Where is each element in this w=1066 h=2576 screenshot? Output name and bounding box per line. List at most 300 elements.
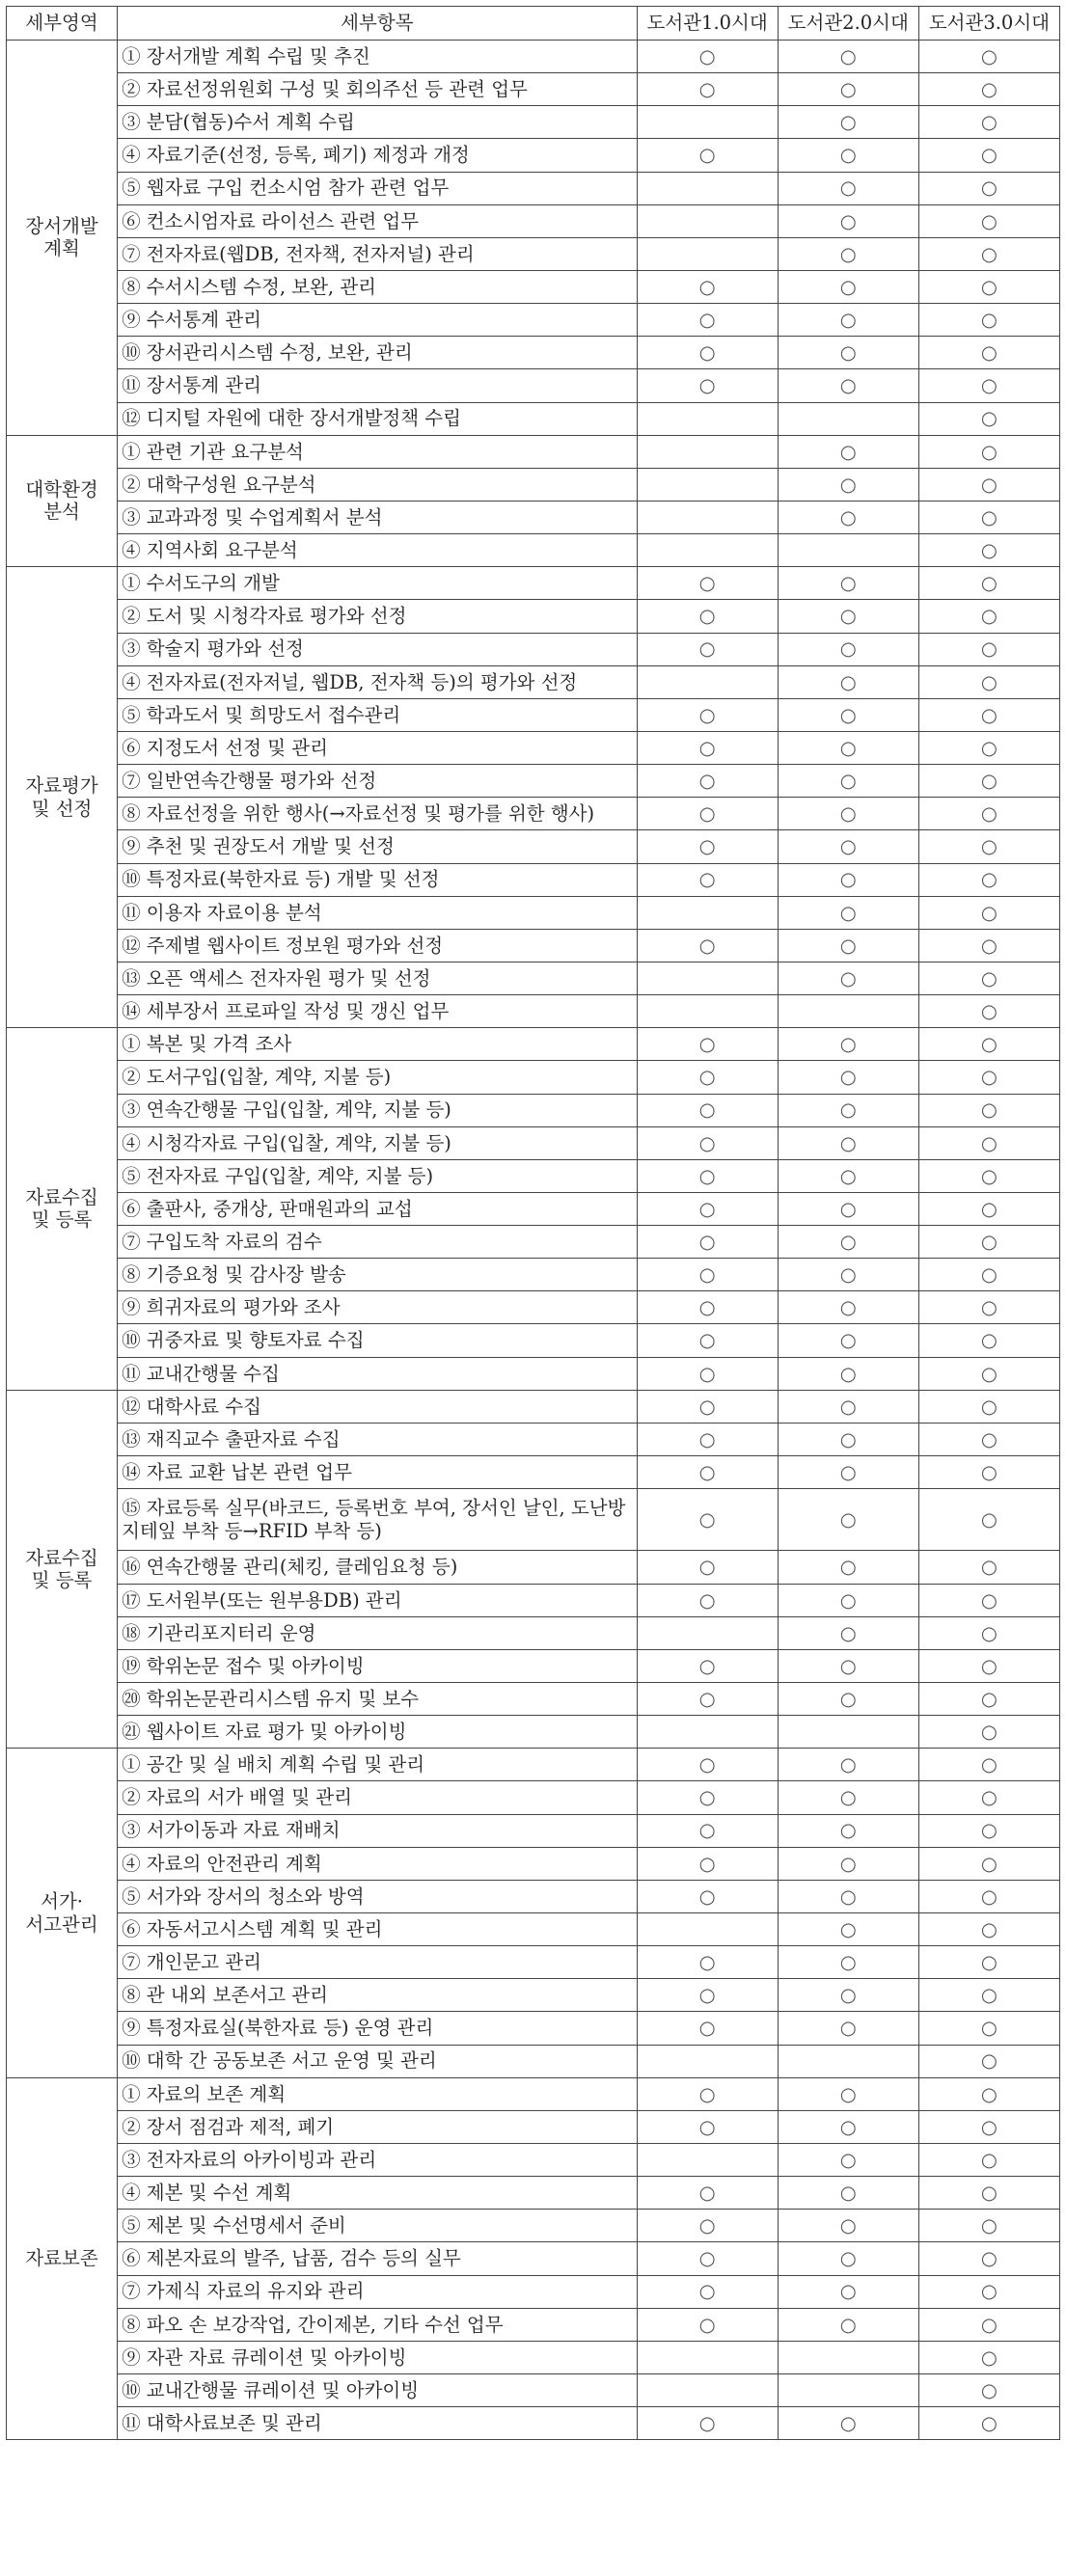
lib3-mark-cell: ○ (918, 2275, 1059, 2308)
item-cell: ⑨ 수서통계 관리 (118, 304, 637, 337)
area-cell: 서가· 서고관리 (7, 1749, 118, 2077)
lib2-mark-cell (778, 534, 918, 567)
lib2-mark-cell: ○ (778, 172, 918, 204)
lib3-mark-cell: ○ (918, 1423, 1059, 1455)
lib3-mark-cell: ○ (918, 468, 1059, 501)
header-row (7, 7, 1060, 41)
lib3-mark-cell: ○ (918, 41, 1059, 73)
lib2-mark-cell: ○ (778, 1192, 918, 1225)
lib1-mark-cell (637, 1913, 778, 1946)
table-row (7, 1259, 1060, 1291)
table-row (7, 1489, 1060, 1551)
lib2-mark-cell (778, 995, 918, 1028)
lib3-mark-cell: ○ (918, 2210, 1059, 2242)
lib3-mark-cell: ○ (918, 567, 1059, 600)
lib2-mark-cell: ○ (778, 1324, 918, 1357)
lib1-mark-cell: ○ (637, 337, 778, 369)
item-cell: ④ 전자자료(전자저널, 웹DB, 전자책 등)의 평가와 선정 (118, 665, 637, 698)
lib2-mark-cell: ○ (778, 798, 918, 830)
item-cell: ④ 자료기준(선정, 등록, 폐기) 제정과 개정 (118, 139, 637, 172)
lib2-mark-cell: ○ (778, 1584, 918, 1616)
item-cell: ① 자료의 보존 계획 (118, 2077, 637, 2110)
table-row (7, 1456, 1060, 1489)
lib2-mark-cell: ○ (778, 204, 918, 237)
area-cell: 자료평가 및 선정 (7, 567, 118, 1028)
item-cell: ⑩ 귀중자료 및 향토자료 수집 (118, 1324, 637, 1357)
lib2-mark-cell: ○ (778, 1259, 918, 1291)
lib3-mark-cell: ○ (918, 1649, 1059, 1682)
lib2-mark-cell: ○ (778, 1913, 918, 1946)
table-row (7, 501, 1060, 533)
lib3-mark-cell: ○ (918, 1159, 1059, 1192)
table-row (7, 2308, 1060, 2341)
table-row (7, 896, 1060, 929)
table-row (7, 402, 1060, 435)
lib3-mark-cell: ○ (918, 435, 1059, 468)
item-cell: ⑩ 교내간행물 큐레이션 및 아카이빙 (118, 2374, 637, 2407)
item-cell: ⑪ 대학사료보존 및 관리 (118, 2407, 637, 2440)
lib2-mark-cell: ○ (778, 896, 918, 929)
lib2-mark-cell: ○ (778, 2110, 918, 2143)
lib3-mark-cell: ○ (918, 1814, 1059, 1847)
lib1-mark-cell (637, 468, 778, 501)
lib1-mark-cell: ○ (637, 2210, 778, 2242)
item-cell: ⑫ 대학사료 수집 (118, 1390, 637, 1423)
lib3-mark-cell: ○ (918, 1259, 1059, 1291)
lib2-mark-cell: ○ (778, 304, 918, 337)
lib1-mark-cell: ○ (637, 1749, 778, 1781)
table-row (7, 1423, 1060, 1455)
lib2-mark-cell (778, 2341, 918, 2373)
lib1-mark-cell: ○ (637, 1291, 778, 1324)
lib1-mark-cell: ○ (637, 2012, 778, 2045)
lib3-mark-cell: ○ (918, 73, 1059, 106)
lib2-mark-cell: ○ (778, 731, 918, 764)
lib2-mark-cell: ○ (778, 962, 918, 994)
lib3-mark-cell: ○ (918, 1551, 1059, 1584)
lib1-mark-cell: ○ (637, 863, 778, 896)
lib1-mark-cell: ○ (637, 1324, 778, 1357)
lib3-mark-cell: ○ (918, 1061, 1059, 1094)
lib3-mark-cell: ○ (918, 929, 1059, 962)
lib1-mark-cell: ○ (637, 41, 778, 73)
item-cell: ④ 지역사회 요구분석 (118, 534, 637, 567)
item-cell: ⑧ 자료선정을 위한 행사(→자료선정 및 평가를 위한 행사) (118, 798, 637, 830)
lib1-mark-cell (637, 172, 778, 204)
lib3-mark-cell: ○ (918, 863, 1059, 896)
lib2-mark-cell: ○ (778, 1847, 918, 1880)
lib1-mark-cell (637, 435, 778, 468)
lib1-mark-cell (637, 534, 778, 567)
lib3-mark-cell: ○ (918, 1616, 1059, 1649)
table-row (7, 1781, 1060, 1814)
item-cell: ⑧ 파오 손 보강작업, 간이제본, 기타 수선 업무 (118, 2308, 637, 2341)
table-row (7, 2045, 1060, 2077)
lib2-mark-cell: ○ (778, 698, 918, 731)
lib1-mark-cell: ○ (637, 567, 778, 600)
lib1-mark-cell: ○ (637, 1126, 778, 1159)
item-cell: ⑤ 웹자료 구입 컨소시엄 참가 관련 업무 (118, 172, 637, 204)
item-cell: ㉑ 웹사이트 자료 평가 및 아카이빙 (118, 1716, 637, 1749)
lib1-mark-cell: ○ (637, 73, 778, 106)
item-cell: ④ 제본 및 수선 계획 (118, 2177, 637, 2210)
lib1-mark-cell: ○ (637, 633, 778, 665)
lib2-mark-cell: ○ (778, 1028, 918, 1061)
lib3-mark-cell: ○ (918, 402, 1059, 435)
lib1-mark-cell (637, 237, 778, 270)
table-body (7, 41, 1060, 2440)
lib3-mark-cell: ○ (918, 534, 1059, 567)
table-row (7, 106, 1060, 139)
lib2-mark-cell: ○ (778, 1979, 918, 2012)
lib1-mark-cell: ○ (637, 1649, 778, 1682)
lib3-mark-cell: ○ (918, 2110, 1059, 2143)
table-row (7, 337, 1060, 369)
lib3-mark-cell: ○ (918, 270, 1059, 303)
lib3-mark-cell: ○ (918, 1126, 1059, 1159)
table-row (7, 731, 1060, 764)
table-row (7, 1551, 1060, 1584)
lib3-mark-cell: ○ (918, 665, 1059, 698)
lib1-mark-cell (637, 896, 778, 929)
table-row (7, 139, 1060, 172)
table-row (7, 2110, 1060, 2143)
item-cell: ③ 연속간행물 구입(입찰, 계약, 지불 등) (118, 1094, 637, 1126)
lib3-mark-cell: ○ (918, 1979, 1059, 2012)
item-cell: ⑧ 관 내외 보존서고 관리 (118, 1979, 637, 2012)
table-row (7, 1716, 1060, 1749)
area-cell: 자료보존 (7, 2077, 118, 2440)
table-row (7, 2341, 1060, 2373)
lib3-mark-cell: ○ (918, 1489, 1059, 1551)
lib2-mark-cell (778, 1716, 918, 1749)
lib2-mark-cell: ○ (778, 567, 918, 600)
lib1-mark-cell (637, 2144, 778, 2177)
table-row (7, 1390, 1060, 1423)
lib2-mark-cell: ○ (778, 1749, 918, 1781)
lib2-mark-cell: ○ (778, 2308, 918, 2341)
table-row (7, 534, 1060, 567)
lib1-mark-cell: ○ (637, 2275, 778, 2308)
lib1-mark-cell (637, 402, 778, 435)
item-cell: ① 장서개발 계획 수립 및 추진 (118, 41, 637, 73)
table-row (7, 237, 1060, 270)
lib1-mark-cell: ○ (637, 2308, 778, 2341)
table-row (7, 698, 1060, 731)
item-cell: ⑪ 이용자 자료이용 분석 (118, 896, 637, 929)
lib2-mark-cell: ○ (778, 633, 918, 665)
table-row (7, 41, 1060, 73)
lib2-mark-cell: ○ (778, 1357, 918, 1390)
lib3-mark-cell: ○ (918, 698, 1059, 731)
item-cell: ② 장서 점검과 제적, 폐기 (118, 2110, 637, 2143)
lib2-mark-cell: ○ (778, 2012, 918, 2045)
table-row (7, 2144, 1060, 2177)
lib3-mark-cell: ○ (918, 1683, 1059, 1716)
item-cell: ⑦ 일반연속간행물 평가와 선정 (118, 765, 637, 798)
item-cell: ⑥ 컨소시엄자료 라이선스 관련 업무 (118, 204, 637, 237)
lib3-mark-cell: ○ (918, 172, 1059, 204)
lib2-mark-cell: ○ (778, 2242, 918, 2275)
item-cell: ⑤ 전자자료 구입(입찰, 계약, 지불 등) (118, 1159, 637, 1192)
area-cell: 대학환경 분석 (7, 435, 118, 567)
table-row (7, 1357, 1060, 1390)
lib1-mark-cell: ○ (637, 698, 778, 731)
lib1-mark-cell: ○ (637, 304, 778, 337)
table-row (7, 1291, 1060, 1324)
table-row (7, 567, 1060, 600)
table-row (7, 1880, 1060, 1912)
lib1-mark-cell (637, 1616, 778, 1649)
table-row (7, 1584, 1060, 1616)
lib2-mark-cell: ○ (778, 73, 918, 106)
item-cell: ⑨ 특정자료실(북한자료 등) 운영 관리 (118, 2012, 637, 2045)
lib3-mark-cell: ○ (918, 600, 1059, 633)
lib2-mark-cell: ○ (778, 1094, 918, 1126)
table-row (7, 2275, 1060, 2308)
item-cell: ⑪ 교내간행물 수집 (118, 1357, 637, 1390)
lib3-mark-cell: ○ (918, 2341, 1059, 2373)
lib2-mark-cell (778, 402, 918, 435)
lib1-mark-cell (637, 2045, 778, 2077)
lib2-mark-cell: ○ (778, 2210, 918, 2242)
lib2-mark-cell: ○ (778, 237, 918, 270)
item-cell: ⑪ 장서통계 관리 (118, 369, 637, 402)
item-cell: ⑦ 개인문고 관리 (118, 1946, 637, 1979)
item-cell: ⑯ 연속간행물 관리(체킹, 클레임요청 등) (118, 1551, 637, 1584)
lib3-mark-cell: ○ (918, 337, 1059, 369)
table-row (7, 929, 1060, 962)
item-cell: ⑤ 서가와 장서의 청소와 방역 (118, 1880, 637, 1912)
lib2-mark-cell: ○ (778, 1880, 918, 1912)
lib2-mark-cell: ○ (778, 2275, 918, 2308)
lib2-mark-cell: ○ (778, 2077, 918, 2110)
lib2-mark-cell: ○ (778, 41, 918, 73)
lib2-mark-cell: ○ (778, 1781, 918, 1814)
lib1-mark-cell (637, 204, 778, 237)
lib1-mark-cell: ○ (637, 1423, 778, 1455)
lib2-mark-cell: ○ (778, 435, 918, 468)
lib1-mark-cell (637, 665, 778, 698)
lib2-mark-cell: ○ (778, 765, 918, 798)
item-cell: ② 자료의 서가 배열 및 관리 (118, 1781, 637, 1814)
lib1-mark-cell: ○ (637, 2177, 778, 2210)
table-row (7, 73, 1060, 106)
lib3-mark-cell: ○ (918, 1913, 1059, 1946)
lib3-mark-cell: ○ (918, 633, 1059, 665)
lib3-mark-cell: ○ (918, 1584, 1059, 1616)
lib3-mark-cell: ○ (918, 1028, 1059, 1061)
table-row (7, 1226, 1060, 1259)
lib1-mark-cell: ○ (637, 1456, 778, 1489)
lib1-mark-cell: ○ (637, 1094, 778, 1126)
item-cell: ③ 서가이동과 자료 재배치 (118, 1814, 637, 1847)
lib2-mark-cell: ○ (778, 1616, 918, 1649)
lib2-mark-cell (778, 2045, 918, 2077)
lib1-mark-cell: ○ (637, 798, 778, 830)
item-cell: ⑥ 지정도서 선정 및 관리 (118, 731, 637, 764)
item-cell: ⑧ 수서시스템 수정, 보완, 관리 (118, 270, 637, 303)
item-cell: ⑫ 디지털 자원에 대한 장서개발정책 수립 (118, 402, 637, 435)
table-header (7, 7, 1060, 41)
item-cell: ⑱ 기관리포지터리 운영 (118, 1616, 637, 1649)
table-row (7, 1814, 1060, 1847)
item-cell: ⑨ 희귀자료의 평가와 조사 (118, 1291, 637, 1324)
table-row (7, 1324, 1060, 1357)
lib2-mark-cell: ○ (778, 1489, 918, 1551)
lib2-mark-cell: ○ (778, 863, 918, 896)
lib2-mark-cell: ○ (778, 369, 918, 402)
lib1-mark-cell (637, 2374, 778, 2407)
lib3-mark-cell: ○ (918, 962, 1059, 994)
lib3-mark-cell: ○ (918, 1324, 1059, 1357)
lib1-mark-cell (637, 501, 778, 533)
lib3-mark-cell: ○ (918, 1357, 1059, 1390)
lib2-mark-cell: ○ (778, 929, 918, 962)
lib2-mark-cell: ○ (778, 501, 918, 533)
lib3-mark-cell: ○ (918, 106, 1059, 139)
lib1-mark-cell: ○ (637, 1259, 778, 1291)
lib2-mark-cell: ○ (778, 1061, 918, 1094)
lib2-mark-cell: ○ (778, 1814, 918, 1847)
item-cell: ⑥ 자동서고시스템 계획 및 관리 (118, 1913, 637, 1946)
table-row (7, 830, 1060, 863)
item-cell: ⑮ 자료등록 실무(바코드, 등록번호 부여, 장서인 날인, 도난방지테잎 부착 등→RFID 부착 등) (118, 1489, 637, 1551)
lib3-mark-cell: ○ (918, 237, 1059, 270)
lib2-mark-cell: ○ (778, 1159, 918, 1192)
table-row (7, 798, 1060, 830)
header-lib3: 도서관3.0시대 (918, 7, 1059, 41)
lib2-mark-cell: ○ (778, 600, 918, 633)
task-table (6, 6, 1060, 2440)
lib3-mark-cell: ○ (918, 1456, 1059, 1489)
table-row (7, 2407, 1060, 2440)
lib2-mark-cell: ○ (778, 1456, 918, 1489)
lib1-mark-cell: ○ (637, 1159, 778, 1192)
item-cell: ⑬ 재직교수 출판자료 수집 (118, 1423, 637, 1455)
lib2-mark-cell: ○ (778, 830, 918, 863)
lib1-mark-cell: ○ (637, 1781, 778, 1814)
table-row (7, 1126, 1060, 1159)
lib2-mark-cell: ○ (778, 337, 918, 369)
lib3-mark-cell: ○ (918, 1749, 1059, 1781)
lib2-mark-cell: ○ (778, 665, 918, 698)
lib1-mark-cell: ○ (637, 1357, 778, 1390)
table-row (7, 633, 1060, 665)
table-row (7, 600, 1060, 633)
lib1-mark-cell: ○ (637, 1028, 778, 1061)
area-cell: 자료수집 및 등록 (7, 1390, 118, 1749)
lib1-mark-cell: ○ (637, 2407, 778, 2440)
lib3-mark-cell: ○ (918, 2177, 1059, 2210)
table-row (7, 1159, 1060, 1192)
table-row (7, 270, 1060, 303)
lib3-mark-cell: ○ (918, 2144, 1059, 2177)
lib3-mark-cell: ○ (918, 1390, 1059, 1423)
header-lib1: 도서관1.0시대 (637, 7, 778, 41)
item-cell: ① 복본 및 가격 조사 (118, 1028, 637, 1061)
table-row (7, 2374, 1060, 2407)
lib3-mark-cell: ○ (918, 731, 1059, 764)
lib2-mark-cell (778, 2374, 918, 2407)
lib1-mark-cell: ○ (637, 1192, 778, 1225)
table-row (7, 1847, 1060, 1880)
item-cell: ⑫ 주제별 웹사이트 정보원 평가와 선정 (118, 929, 637, 962)
item-cell: ⑬ 오픈 액세스 전자자원 평가 및 선정 (118, 962, 637, 994)
lib1-mark-cell: ○ (637, 1489, 778, 1551)
table-row (7, 2177, 1060, 2210)
table-row (7, 1683, 1060, 1716)
table-row (7, 1061, 1060, 1094)
lib2-mark-cell: ○ (778, 2407, 918, 2440)
item-cell: ② 자료선정위원회 구성 및 회의주선 등 관련 업무 (118, 73, 637, 106)
item-cell: ① 수서도구의 개발 (118, 567, 637, 600)
lib3-mark-cell: ○ (918, 2045, 1059, 2077)
table-row (7, 1946, 1060, 1979)
lib3-mark-cell: ○ (918, 1781, 1059, 1814)
lib2-mark-cell: ○ (778, 106, 918, 139)
lib3-mark-cell: ○ (918, 896, 1059, 929)
item-cell: ⑰ 도서원부(또는 원부용DB) 관리 (118, 1584, 637, 1616)
lib3-mark-cell: ○ (918, 2407, 1059, 2440)
item-cell: ① 공간 및 실 배치 계획 수립 및 관리 (118, 1749, 637, 1781)
header-lib2: 도서관2.0시대 (778, 7, 918, 41)
lib2-mark-cell: ○ (778, 1226, 918, 1259)
lib1-mark-cell: ○ (637, 1814, 778, 1847)
item-cell: ② 대학구성원 요구분석 (118, 468, 637, 501)
table-row (7, 962, 1060, 994)
lib2-mark-cell: ○ (778, 1649, 918, 1682)
table-row (7, 665, 1060, 698)
item-cell: ⑤ 학과도서 및 희망도서 접수관리 (118, 698, 637, 731)
item-cell: ③ 교과과정 및 수업계획서 분석 (118, 501, 637, 533)
lib1-mark-cell: ○ (637, 1226, 778, 1259)
lib3-mark-cell: ○ (918, 2077, 1059, 2110)
item-cell: ④ 시청각자료 구입(입찰, 계약, 지불 등) (118, 1126, 637, 1159)
lib1-mark-cell: ○ (637, 765, 778, 798)
lib3-mark-cell: ○ (918, 765, 1059, 798)
lib2-mark-cell: ○ (778, 1946, 918, 1979)
table-row (7, 765, 1060, 798)
item-cell: ⑥ 제본자료의 발주, 납품, 검수 등의 실무 (118, 2242, 637, 2275)
table-row (7, 2210, 1060, 2242)
table-row (7, 2242, 1060, 2275)
table-row (7, 435, 1060, 468)
lib1-mark-cell: ○ (637, 600, 778, 633)
item-cell: ④ 자료의 안전관리 계획 (118, 1847, 637, 1880)
lib1-mark-cell: ○ (637, 1683, 778, 1716)
lib2-mark-cell: ○ (778, 2144, 918, 2177)
lib1-mark-cell: ○ (637, 1979, 778, 2012)
lib3-mark-cell: ○ (918, 1291, 1059, 1324)
lib3-mark-cell: ○ (918, 1716, 1059, 1749)
item-cell: ⑦ 가제식 자료의 유지와 관리 (118, 2275, 637, 2308)
lib2-mark-cell: ○ (778, 1551, 918, 1584)
table-row (7, 468, 1060, 501)
item-cell: ⑳ 학위논문관리시스템 유지 및 보수 (118, 1683, 637, 1716)
item-cell: ② 도서 및 시청각자료 평가와 선정 (118, 600, 637, 633)
lib1-mark-cell: ○ (637, 1390, 778, 1423)
header-item: 세부항목 (118, 7, 637, 41)
lib1-mark-cell (637, 2341, 778, 2373)
table-row (7, 1749, 1060, 1781)
lib2-mark-cell: ○ (778, 1683, 918, 1716)
lib1-mark-cell: ○ (637, 1880, 778, 1912)
lib1-mark-cell: ○ (637, 830, 778, 863)
lib2-mark-cell: ○ (778, 2177, 918, 2210)
item-cell: ⑩ 대학 간 공동보존 서고 운영 및 관리 (118, 2045, 637, 2077)
header-area: 세부영역 (7, 7, 118, 41)
